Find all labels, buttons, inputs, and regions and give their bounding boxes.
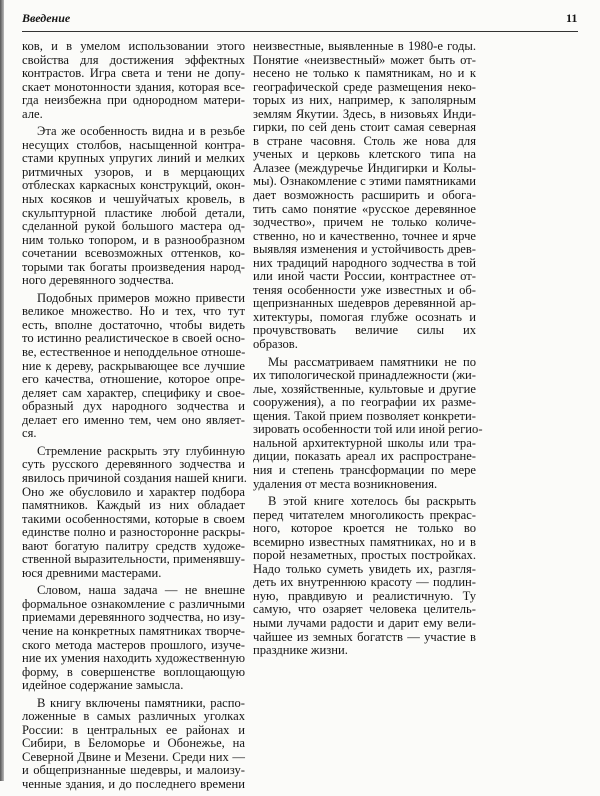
text-line: Словом, наша задача — не внешне (37, 583, 245, 598)
text-line: сделанной рукой большого мастера од- (22, 219, 245, 234)
text-line: скает монотонности здания, которая все- (22, 79, 245, 94)
paragraph (253, 354, 483, 491)
text-line: Стремление раскрыть эту глубинную (37, 443, 245, 458)
text-line: формальное ознакомление с различными (22, 596, 245, 611)
text-line: в стране часовня. Столь же нова для (253, 133, 476, 148)
text-line: торыми так богаты произведения народ- (22, 259, 245, 274)
header-rule (22, 31, 578, 32)
text-line: приемами деревянного зодчества, но изу- (22, 610, 245, 625)
text-line: зодчество», причем не только количе- (253, 215, 476, 230)
text-line: ственно, но и качественно, точнее и ярче (253, 228, 476, 243)
text-line: его качества, отношение, которое опре- (22, 372, 245, 387)
text-line: вают богатую палитру средств художе- (22, 538, 245, 553)
text-line: сооружения), а по географии их разме- (253, 395, 476, 410)
text-line: перед читателем многоликость прекрас- (253, 507, 476, 522)
scan-edge (0, 0, 4, 781)
text-line: есть, вполне достаточно, чтобы видеть (22, 317, 245, 332)
text-line: Сибири, в Беломорье и Обонежье, на (22, 736, 245, 751)
text-line: Северной Двине и Мезени. Среди них — (22, 749, 245, 764)
text-line: гда неизбежна при однородном матери- (22, 93, 245, 108)
text-line: идейное содержание замысла. (22, 678, 184, 693)
paragraph (22, 125, 245, 288)
text-line: Подобных примеров можно привести (37, 290, 245, 305)
paragraph (22, 584, 245, 692)
text-line: или иной части России, контрастнее от- (253, 269, 476, 284)
text-line: скульптурной пластике любой детали, (22, 205, 245, 220)
text-line: них традиций народного зодчества в той (253, 255, 476, 270)
paragraph (22, 292, 245, 441)
text-line: щепризнанных шедевров деревянной ар- (253, 296, 476, 311)
text-line: празднике жизни. (253, 643, 348, 658)
text-line: ков, и в умелом использовании этого (22, 39, 245, 53)
text-line: явилось причиной создания нашей книги. (22, 470, 247, 485)
right-column (253, 39, 483, 662)
text-line: ную, правдивую и реалистичную. Ту (253, 588, 476, 603)
text-line: свойства для достижения эффектных (22, 52, 245, 67)
text-line: ним только топором, и в разнообразном (22, 232, 245, 247)
text-line: ного деревянного зодчества. (22, 273, 174, 288)
text-line: мы). Ознакомление с этими памятниками (253, 174, 476, 189)
text-line: памятников. Каждый из них обладает (22, 498, 245, 513)
text-line: юся древними мастерами. (22, 565, 162, 580)
text-line: ве, естественное и неподдельное отноше- (22, 345, 246, 360)
paragraph (253, 495, 476, 658)
text-line: отблесках каркасных конструкций, окон- (22, 178, 245, 193)
text-line: и общепризнанные шедевры, и малоизу- (22, 763, 245, 778)
text-line: великое множество. Но и тех, что тут (22, 304, 245, 319)
paragraph (22, 697, 245, 792)
text-line: форму, в совершенстве воплощающую (22, 664, 245, 679)
text-line: теняя особенности уже известных и об- (253, 282, 476, 297)
text-line: делает его именно тем, чем оно являет- (22, 412, 245, 427)
text-line: зировать особенности той или иной регио- (253, 422, 483, 437)
text-line: их типологической принадлежности (жи- (253, 368, 476, 383)
paragraph (22, 40, 245, 121)
text-line: В книгу включены памятники, распо- (37, 695, 245, 710)
text-line: ние их умения находить художественную (22, 651, 245, 666)
text-line: гирки, по сей день стоит самая северная (253, 120, 476, 135)
text-line: Надо только суметь увидеть их, разгля- (253, 561, 476, 576)
text-line: але. (22, 106, 43, 121)
text-line: сочетании всевозможных оттенков, ко- (22, 246, 245, 261)
text-line: России: в центральных ее районах и (22, 722, 245, 737)
text-line: ченные здания, и до последнего времени (22, 776, 245, 791)
text-line: самую, что озаряет человека целитель- (253, 602, 476, 617)
text-line: стами крупных упругих линий и мелких (22, 151, 245, 166)
text-line: образов. (253, 337, 298, 352)
text-line: Оно же обусловило и характер подбора (22, 484, 245, 499)
text-line: то истинно реалистическое в своей осно- (22, 331, 245, 346)
text-line: ложенные в самых различных уголках (22, 709, 245, 724)
text-line: ного, которое кроется не только во (253, 521, 476, 536)
paragraph (253, 40, 476, 352)
text-line: суть русского деревянного зодчества и (22, 457, 245, 472)
text-line: такими особенностями, которые в своем (22, 511, 245, 526)
text-line: хитектуры, помогая глубже осознать и (253, 309, 476, 324)
text-line: образный дух народного зодчества и (22, 399, 245, 414)
running-head: Введение (22, 11, 71, 25)
text-line: В этой книге хотелось бы раскрыть (268, 494, 476, 509)
text-line: ся. (22, 426, 37, 441)
text-line: лые, хозяйственные, культовые и другие (253, 381, 476, 396)
text-line: Алазее (междуречье Индигирки и Колы- (253, 160, 476, 175)
text-line: Понятие «неизвестный» может быть от- (253, 52, 476, 67)
text-line: нальной архитектурной школы или тра- (253, 435, 476, 450)
text-line: ученых и церковь клетского типа на (253, 147, 476, 162)
text-line: несущих столбов, насыщенной контра- (22, 137, 245, 152)
text-line: выявляя изменения и устойчивость древ- (253, 242, 476, 257)
text-line: чайшее из земных богатств — участие в (253, 629, 476, 644)
text-line: деляет сам характер, специфику и свое- (22, 385, 245, 400)
text-line: единстве полно и разносторонне раскры- (22, 525, 245, 540)
text-line: порой незаметных, простых постройках. (253, 548, 476, 563)
text-line: щения. Такой прием позволяет конкрети- (253, 408, 476, 423)
text-line: ритмичных узоров, и в мерцающих (22, 164, 245, 179)
paragraph (22, 445, 245, 580)
text-line: ния и степень трансформации по мере (253, 462, 476, 477)
text-line: тить само понятие «русское деревянное (253, 201, 476, 216)
text-line: диции, показать ареал их распростране- (253, 449, 476, 464)
left-column (22, 40, 245, 796)
page-number: 11 (566, 11, 578, 25)
text-line: ние к дереву, раскрывающее все лучшие (22, 358, 245, 373)
text-line: землям Якутии. Здесь, в низовьях Инди- (253, 106, 476, 121)
text-line: торых из них, например, к заполярным (253, 93, 476, 108)
text-line: ского метода мастеров прошлого, изуче- (22, 637, 245, 652)
text-line: ственной выразительности, применявшу- (22, 552, 245, 567)
text-line: прочувствовать величие силы их (253, 323, 476, 338)
text-line: Эта же особенность видна и в резьбе (37, 124, 245, 139)
text-line: чение на конкретных памятниках творче- (22, 623, 245, 638)
text-line: контрастов. Игра света и тени не допу- (22, 66, 245, 81)
text-line: ными лучами радости и дарит ему вели- (253, 615, 476, 630)
text-line: Мы рассматриваем памятники не по (268, 354, 476, 369)
text-line: несено не только к памятникам, но и к (253, 66, 476, 81)
text-line: всемирно известных памятниках, но и в (253, 534, 476, 549)
text-line: ных косяков и чешуйчатых кровель, в (22, 192, 245, 207)
text-line: географической среде размещения неко- (253, 79, 476, 94)
text-line: дает возможность расширить и обога- (253, 188, 476, 203)
text-line: неизвестные, выявленные в 1980-е годы. (253, 39, 476, 53)
text-line: удаления от места возникновения. (253, 476, 438, 491)
text-line: деть их внутреннюю красоту — подлин- (253, 575, 476, 590)
